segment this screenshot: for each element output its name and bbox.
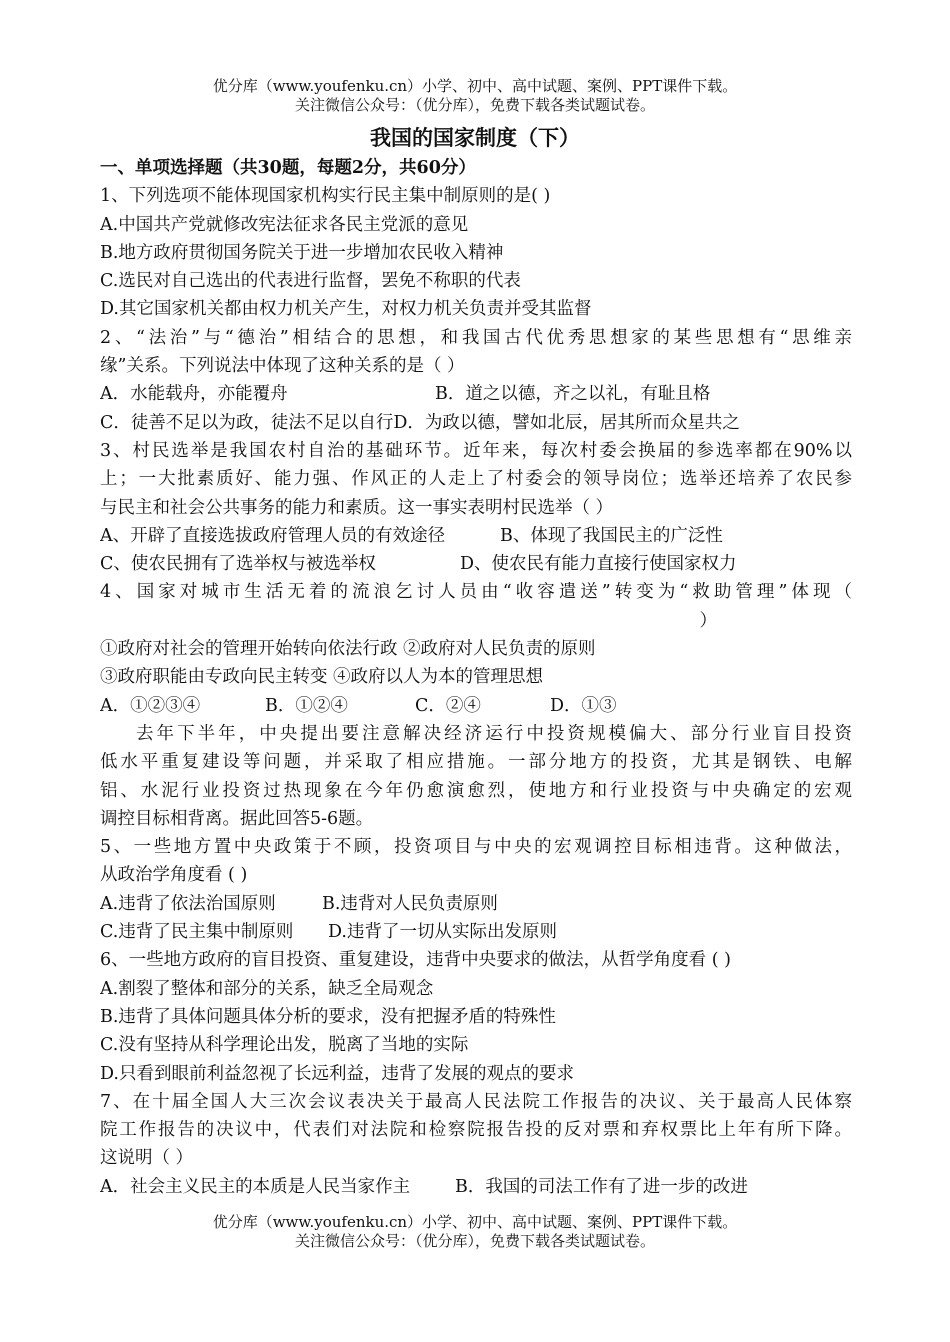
q1-stem: 1、下列选项不能体现国家机构实行民主集中制原则的是( ) — [100, 186, 551, 207]
header-line-2: 关注微信公众号：（优分库），免费下载各类试题试卷。 — [294, 96, 655, 114]
q4-options — [100, 692, 852, 720]
q1-option-a: A.中国共产党就修改宪法征求各民主党派的意见 — [100, 214, 469, 235]
q2-stem-line-2: 缘”关系。下列说法中体现了这种关系的是（ ） — [100, 356, 465, 377]
q5-stem-line-1: 5、一些地方置中央政策于不顾，投资项目与中央的宏观调控目标相违背。这种做法， — [100, 837, 852, 858]
q1-option-c: C.选民对自己选出的代表进行监督，罢免不称职的代表 — [100, 271, 521, 292]
q2-option-b: B．道之以德，齐之以礼，有耻且格 — [435, 384, 711, 405]
q6-stem: 6、一些地方政府的盲目投资、重复建设，违背中央要求的做法，从哲学角度看 ( ) — [100, 950, 731, 971]
q7-stem-line-3: 这说明（ ） — [100, 1148, 194, 1169]
q2-option-a: A．水能载舟，亦能覆舟 — [100, 384, 288, 405]
passage-line-4: 调控目标相背离。据此回答5-6题。 — [100, 808, 374, 829]
q5-options-cd — [100, 918, 852, 946]
page-footer — [0, 1213, 950, 1251]
q3-option-c: C、使农民拥有了选举权与被选举权 — [100, 554, 376, 575]
q4-statements-1: ①政府对社会的管理开始转向依法行政 ②政府对人民负责的原则 — [100, 639, 596, 660]
q4-stem-line-1: 4、国家对城市生活无着的流浪乞讨人员由“收容遣送”转变为“救助管理”体现（ — [100, 582, 852, 603]
q2-options-cd — [100, 409, 852, 437]
q3-stem-line-3: 与民主和社会公共事务的能力和素质。这一事实表明村民选举（ ） — [100, 497, 614, 518]
q3-options-ab — [100, 522, 852, 550]
passage-line-3: 铝、水泥行业投资过热现象在今年仍愈演愈烈，使地方和行业投资与中央确定的宏观 — [100, 780, 852, 801]
q1-option-d: D.其它国家机关都由权力机关产生，对权力机关负责并受其监督 — [100, 299, 592, 320]
q3-stem-line-2: 上；一大批素质好、能力强、作风正的人走上了村委会的领导岗位；选举还培养了农民参 — [100, 469, 852, 490]
document-body — [100, 154, 852, 1201]
q7-stem-line-1: 7、在十届全国人大三次会议表决关于最高人民法院工作报告的决议、关于最高人民体察 — [100, 1091, 852, 1112]
q2-options-ab — [100, 380, 852, 408]
page-header — [0, 77, 950, 115]
q5-option-d: D.违背了一切从实际出发原则 — [328, 922, 557, 943]
q1-option-b: B.地方政府贯彻国务院关于进一步增加农民收入精神 — [100, 242, 504, 263]
q6-option-c: C.没有坚持从科学理论出发，脱离了当地的实际 — [100, 1035, 469, 1056]
q5-option-c: C.违背了民主集中制原则 — [100, 922, 294, 943]
footer-line-2: 关注微信公众号：（优分库），免费下载各类试题试卷。 — [294, 1232, 655, 1250]
q5-option-b: B.违背对人民负责原则 — [322, 893, 498, 914]
section-heading: 一、单项选择题（共30题，每题2分，共60分） — [100, 158, 476, 178]
q3-option-b: B、体现了我国民主的广泛性 — [500, 525, 723, 546]
q7-option-b: B．我国的司法工作有了进一步的改进 — [455, 1176, 748, 1197]
q3-option-a: A、开辟了直接选拔政府管理人员的有效途径 — [100, 525, 446, 546]
footer-line-1: 优分库（www.youfenku.cn）小学、初中、高中试题、案例、PPT课件下载。 — [212, 1213, 738, 1231]
page-title: 我国的国家制度（下） — [370, 125, 580, 150]
q6-option-a: A.割裂了整体和部分的关系，缺乏全局观念 — [100, 978, 434, 999]
header-line-1: 优分库（www.youfenku.cn）小学、初中、高中试题、案例、PPT课件下载。 — [212, 77, 738, 95]
q4-option-a: A．①②③④ — [100, 695, 201, 716]
q3-options-cd — [100, 550, 852, 578]
passage-line-1: 去年下半年，中央提出要注意解决经济运行中投资规模偏大、部分行业盲目投资 — [136, 723, 852, 744]
q2-option-c: C．徒善不足以为政，徒法不足以自行 — [100, 412, 394, 433]
q6-option-d: D.只看到眼前利益忽视了长远利益，违背了发展的观点的要求 — [100, 1063, 574, 1084]
q7-option-a: A．社会主义民主的本质是人民当家作主 — [100, 1176, 411, 1197]
q2-option-d: D．为政以德，譬如北辰，居其所而众星共之 — [393, 412, 740, 433]
q3-option-d: D、使农民有能力直接行使国家权力 — [460, 554, 737, 575]
q7-stem-line-2: 院工作报告的决议中，代表们对法院和检察院报告投的反对票和弃权票比上年有所下降。 — [100, 1120, 852, 1141]
q3-stem-line-1: 3、村民选举是我国农村自治的基础环节。近年来，每次村委会换届的参选率都在90%以 — [100, 440, 852, 461]
q5-option-a: A.违背了依法治国原则 — [100, 893, 276, 914]
q5-options-ab — [100, 890, 852, 918]
q4-option-d: D．①③ — [550, 695, 617, 716]
q5-stem-line-2: 从政治学角度看 ( ) — [100, 865, 248, 886]
q4-option-b: B．①②④ — [265, 695, 348, 716]
q7-options-ab — [100, 1173, 852, 1201]
q4-statements-2: ③政府职能由专政向民主转变 ④政府以人为本的管理思想 — [100, 667, 544, 688]
q4-stem-line-2: ） — [699, 610, 717, 631]
passage-line-2: 低水平重复建设等问题，并采取了相应措施。一部分地方的投资，尤其是钢铁、电解 — [100, 752, 852, 773]
q4-option-c: C．②④ — [415, 695, 481, 716]
q6-option-b: B.违背了具体问题具体分析的要求，没有把握矛盾的特殊性 — [100, 1006, 556, 1027]
q2-stem-line-1: 2、“法治”与“德治”相结合的思想，和我国古代优秀思想家的某些思想有“思维亲 — [100, 327, 852, 348]
